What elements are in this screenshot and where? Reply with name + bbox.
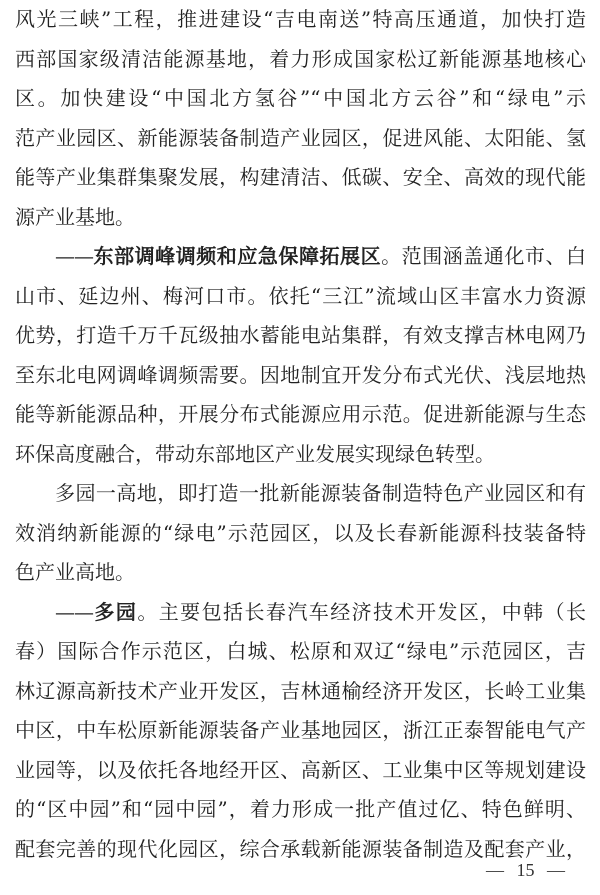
text-line: 中区，中车松原新能源装备产业基地园区，浙江正泰智能电气产 [15, 718, 586, 742]
paragraph-multi-park [15, 474, 586, 593]
text-line: 配套完善的现代化园区，综合承载新能源装备制造及配套产业， [15, 836, 586, 861]
paragraph-1 [15, 0, 586, 237]
em-dash: —— [55, 599, 93, 624]
text-line: 风光三峡”工程，推进建设“吉电南送”特高压通道，加快打造 [15, 7, 586, 31]
text-line: 至东北电网调峰调频需要。因地制宜开发分布式光伏、浅层地热 [15, 362, 586, 387]
text-line [15, 237, 586, 277]
em-dash: —— [55, 244, 93, 268]
text-span: 。范围涵盖通化市、白 [381, 244, 586, 268]
text-line: 的“区中园”和“园中园”，着力形成一批产值过亿、特色鲜明、 [15, 797, 586, 821]
paragraph-parks [15, 593, 586, 870]
text-line: 林辽源高新技术产业开发区，吉林通榆经济开发区，长岭工业集 [15, 678, 586, 703]
page-number: — 15 — [486, 860, 565, 880]
text-line: 西部国家级清洁能源基地，着力形成国家松辽新能源基地核心 [15, 46, 586, 71]
text-line: 区。加快建设“中国北方氢谷”“中国北方云谷”和“绿电”示 [15, 86, 586, 110]
text-span: 。主要包括长春汽车经济技术开发区，中韩（长 [137, 599, 587, 624]
section-lead: 东部调峰调频和应急保障拓展区 [93, 244, 382, 268]
text-line: 优势，打造千万千瓦级抽水蓄能电站集群，有效支撑吉林电网乃 [15, 323, 586, 347]
text-line: 能等新能源品种，开展分布式能源应用示范。促进新能源与生态 [15, 402, 586, 426]
text-line: 色产业高地。 [15, 560, 135, 584]
text-line: 源产业基地。 [15, 204, 135, 229]
text-line: 范产业园区、新能源装备制造产业园区，促进风能、太阳能、氢 [15, 125, 586, 150]
text-line: 效消纳新能源的“绿电”示范园区，以及长春新能源科技装备特 [15, 520, 586, 545]
text-line: 环保高度融合，带动东部地区产业发展实现绿色转型。 [15, 441, 495, 466]
text-line [15, 593, 586, 633]
text-line: 春）国际合作示范区，白城、松原和双辽“绿电”示范园区，吉 [15, 639, 586, 663]
text-line: 业园等，以及依托各地经开区、高新区、工业集中区等规划建设 [15, 757, 586, 782]
text-line: 能等产业集群集聚发展，构建清洁、低碳、安全、高效的现代能 [15, 165, 586, 189]
text-line: 山市、延边州、梅河口市。依托“三江”流域山区丰富水力资源 [15, 283, 586, 308]
section-lead: 多园 [93, 599, 138, 624]
document-page [15, 0, 586, 869]
text-line: 多园一高地，即打造一批新能源装备制造特色产业园区和有 [55, 481, 586, 505]
paragraph-east-zone [15, 237, 586, 474]
